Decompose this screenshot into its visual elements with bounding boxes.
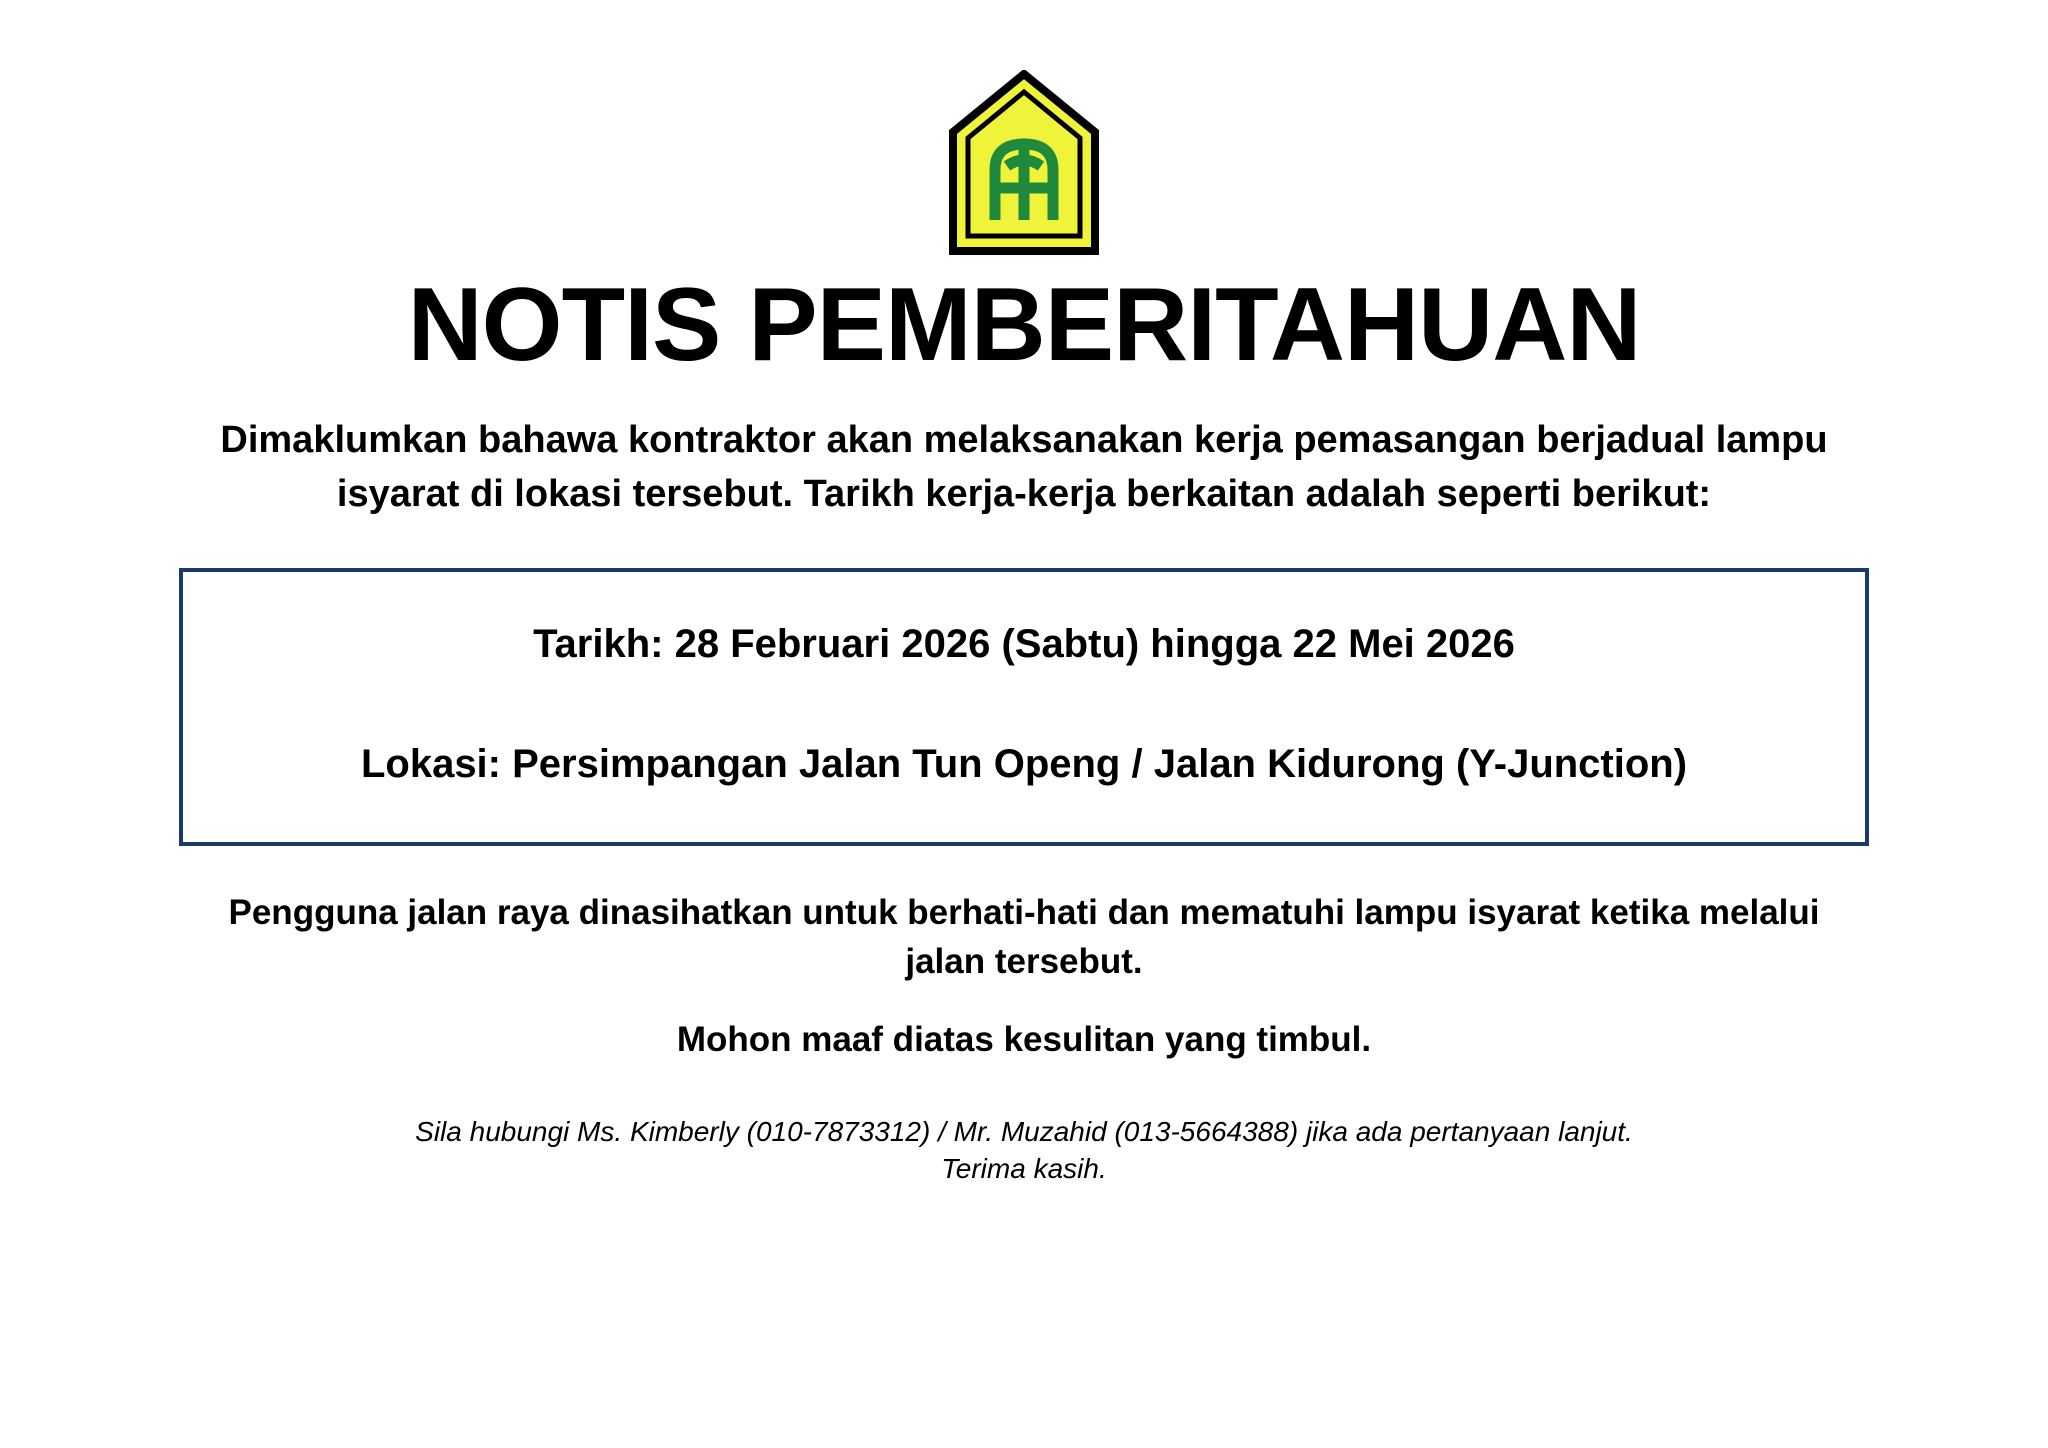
- page-title: NOTIS PEMBERITAHUAN: [407, 267, 1641, 383]
- contact-paragraph: Sila hubungi Ms. Kimberly (010-7873312) / Mr. Muzahid (013-5664388) jika ada pertanyaan lanjut.: [415, 1116, 1633, 1148]
- detail-date: Tarikh: 28 Februari 2026 (Sabtu) hingga 22 Mei 2026: [533, 622, 1515, 667]
- apology-paragraph: Mohon maaf diatas kesulitan yang timbul.: [676, 1020, 1372, 1060]
- details-box: [179, 568, 1869, 846]
- thanks-paragraph: Terima kasih.: [941, 1152, 1107, 1184]
- intro-paragraph: Dimaklumkan bahawa kontraktor akan melaksanakan kerja pemasangan berjadual lampu isyarat di lokasi tersebut. Tarikh kerja-kerja berkaitan adalah seperti berikut:: [220, 419, 1828, 516]
- state-crest-logo-icon: [949, 70, 1099, 255]
- advice-paragraph: Pengguna jalan raya dinasihatkan untuk berhati-hati dan mematuhi lampu isyarat ketika melalui jalan tersebut.: [228, 893, 1820, 982]
- detail-location: Lokasi: Persimpangan Jalan Tun Openg / Jalan Kidurong (Y-Junction): [360, 742, 1688, 787]
